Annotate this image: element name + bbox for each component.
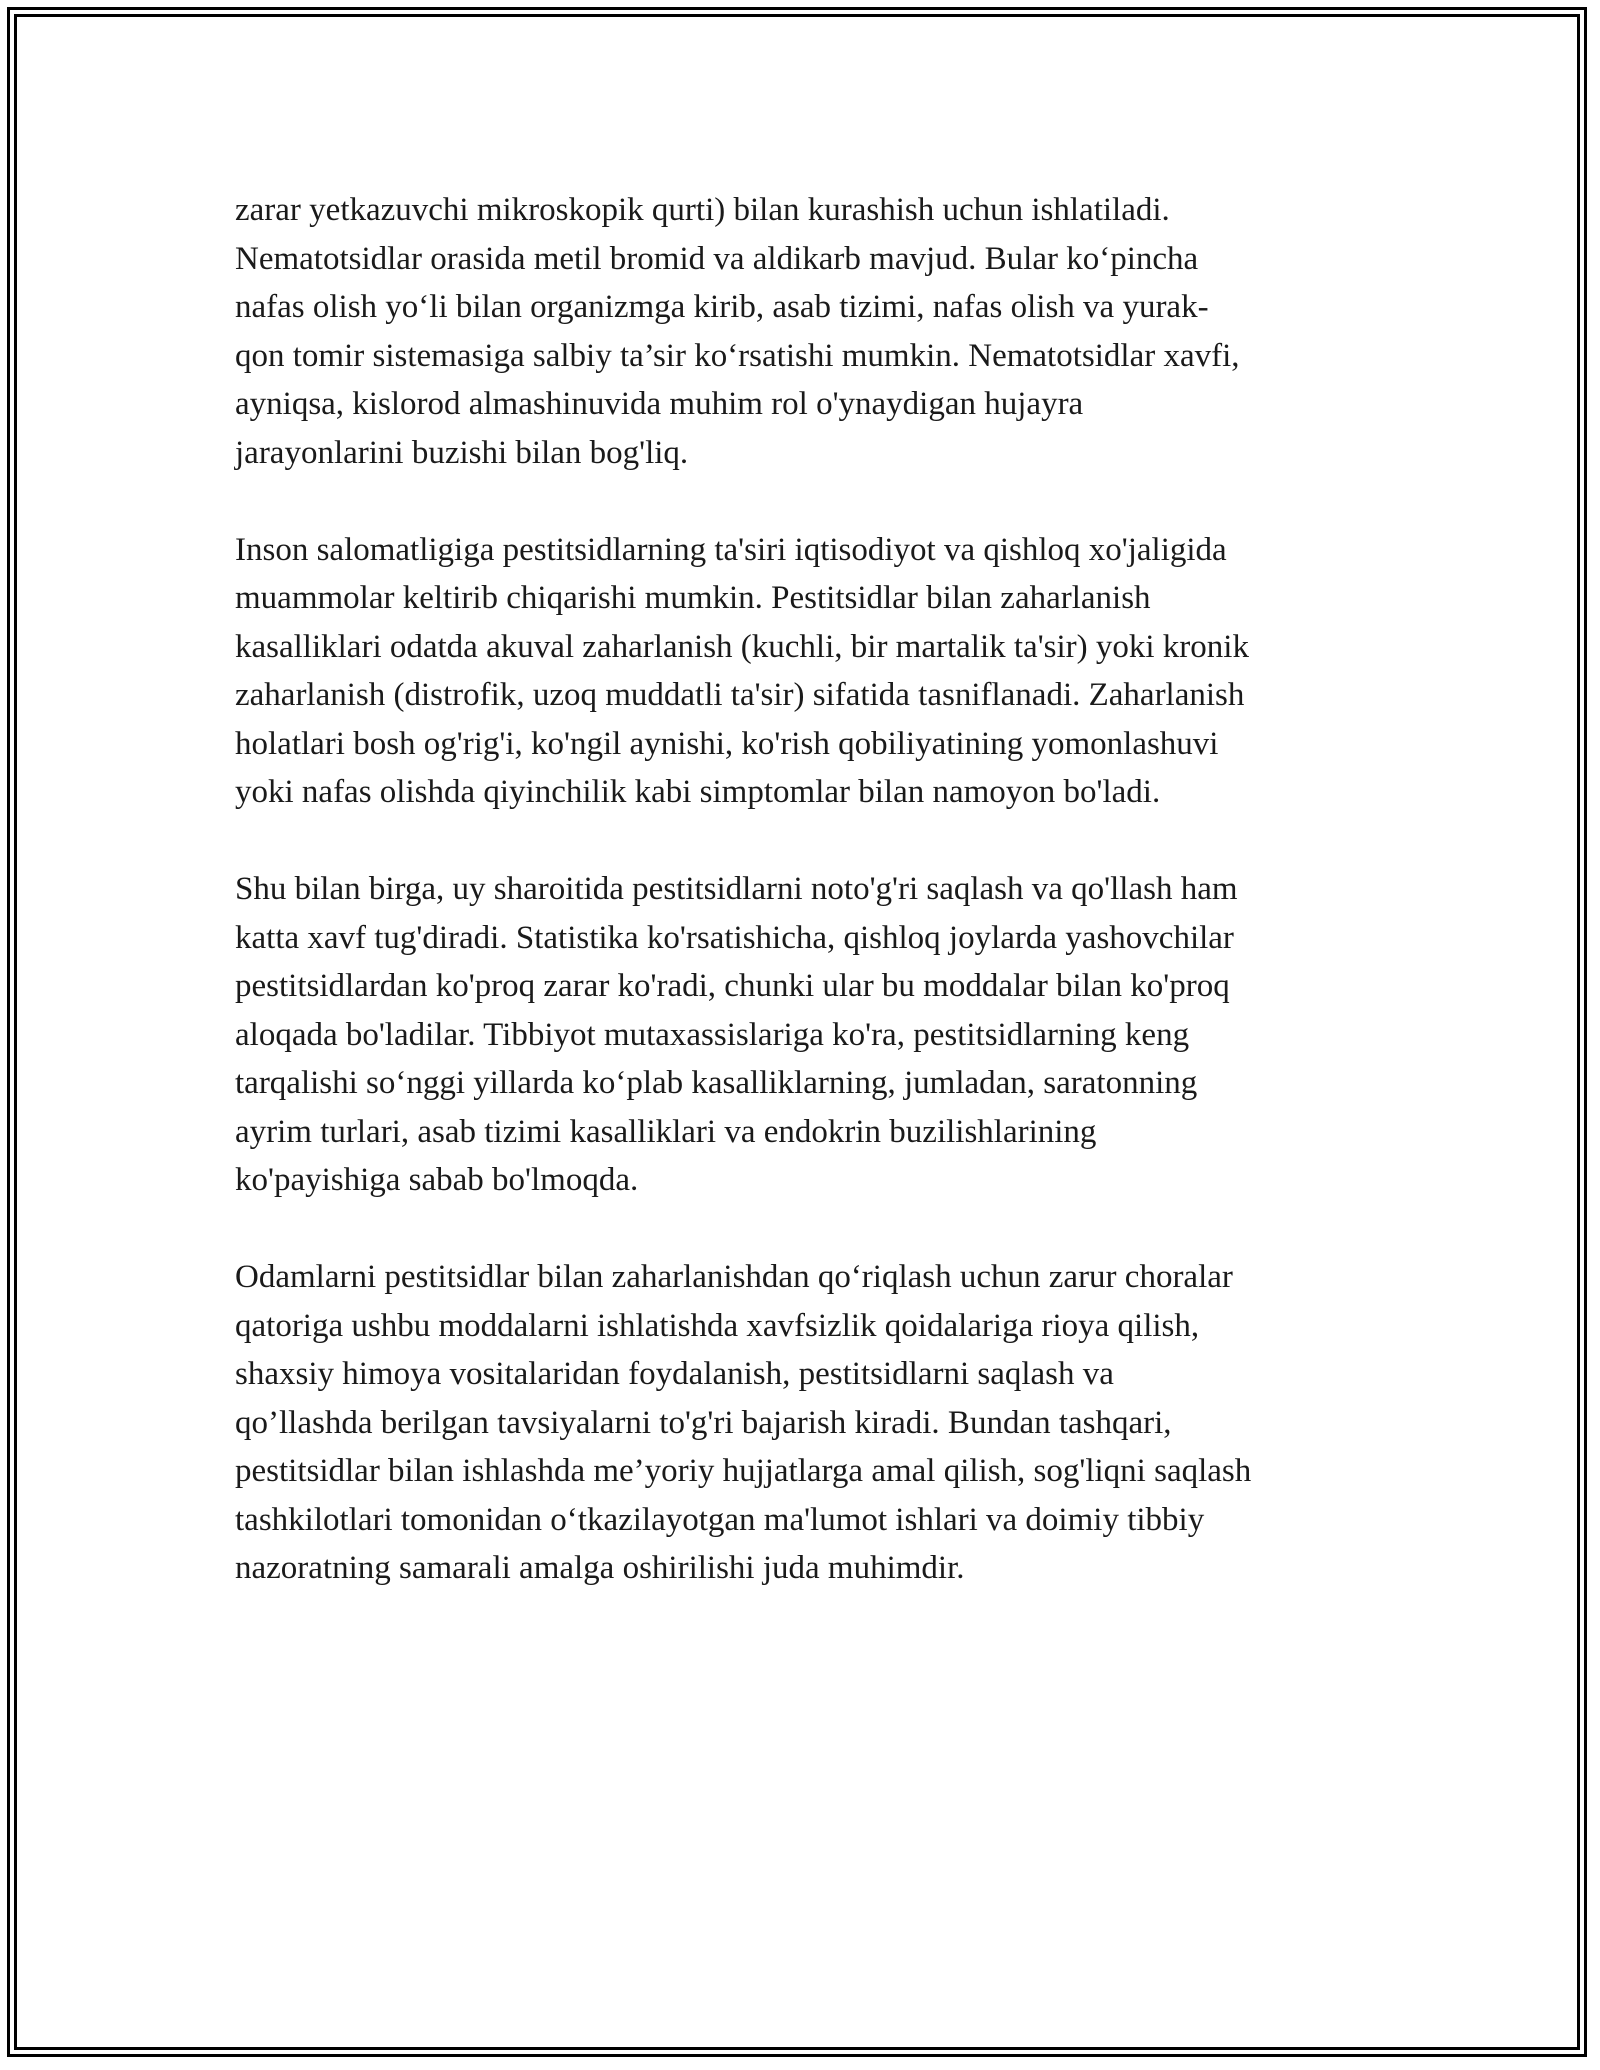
paragraph-4: Odamlarni pestitsidlar bilan zaharlanishdan qo‘riqlash uchun zarur choralar qatoriga ushbu moddalarni ishlatishda xavfsizlik qoidalariga rioya qilish, shaxsiy himoya vositalaridan foydalanish, pestitsidlarni saqlash va qo’llashda berilgan tavsiyalarni to'g'ri bajarish kiradi. Bundan tashqari, pestitsidlar bilan ishlashda me’yoriy hujjatlarga amal qilish, sog'liqni saqlash tashkilotlari tomonidan o‘tkazilayotgan ma'lumot ishlari va doimiy tibbiy nazoratning samarali amalga oshirilishi juda muhimdir. [235,1259,1252,1586]
paragraph-2: Inson salomatligiga pestitsidlarning ta'siri iqtisodiyot va qishloq xo'jaligida muammolar keltirib chiqarishi mumkin. Pestitsidlar bilan zaharlanish kasalliklari odatda akuval zaharlanish (kuchli, bir martalik ta'sir) yoki kronik zaharlanish (distrofik, uzoq muddatli ta'sir) sifatida tasniflanadi. Zaharlanish holatlari bosh og'rig'i, ko'ngil aynishi, ko'rish qobiliyatining yomonlashuvi yoki nafas olishda qiyinchilik kabi simptomlar bilan namoyon bo'ladi. [235,531,1249,810]
paragraph-3: Shu bilan birga, uy sharoitida pestitsidlarni noto'g'ri saqlash va qo'llash ham katta xavf tug'diradi. Statistika ko'rsatishicha, qishloq joylarda yashovchilar pestitsidlardan ko'proq zarar ko'radi, chunki ular bu moddalar bilan ko'proq aloqada bo'ladilar. Tibbiyot mutaxassislariga ko'ra, pestitsidlarning keng tarqalishi so‘nggi yillarda ko‘plab kasalliklarning, jumladan, saratonning ayrim turlari, asab tizimi kasalliklari va endokrin buzilishlarining ko'payishiga sabab bo'lmoqda. [235,871,1238,1198]
paragraph-1: zarar yetkazuvchi mikroskopik qurti) bilan kurashish uchun ishlatiladi. Nematotsidlar orasida metil bromid va aldikarb mavjud. Bular ko‘pincha nafas olish yo‘li bilan organizmga kirib, asab tizimi, nafas olish va yurak- qon tomir sistemasiga salbiy ta’sir ko‘rsatishi mumkin. Nematotsidlar xavfi, ayniqsa, kislorod almashinuvida muhim rol o'ynaydigan hujayra jarayonlarini buzishi bilan bog'liq. [235,192,1240,471]
document-body [235,186,1395,1641]
